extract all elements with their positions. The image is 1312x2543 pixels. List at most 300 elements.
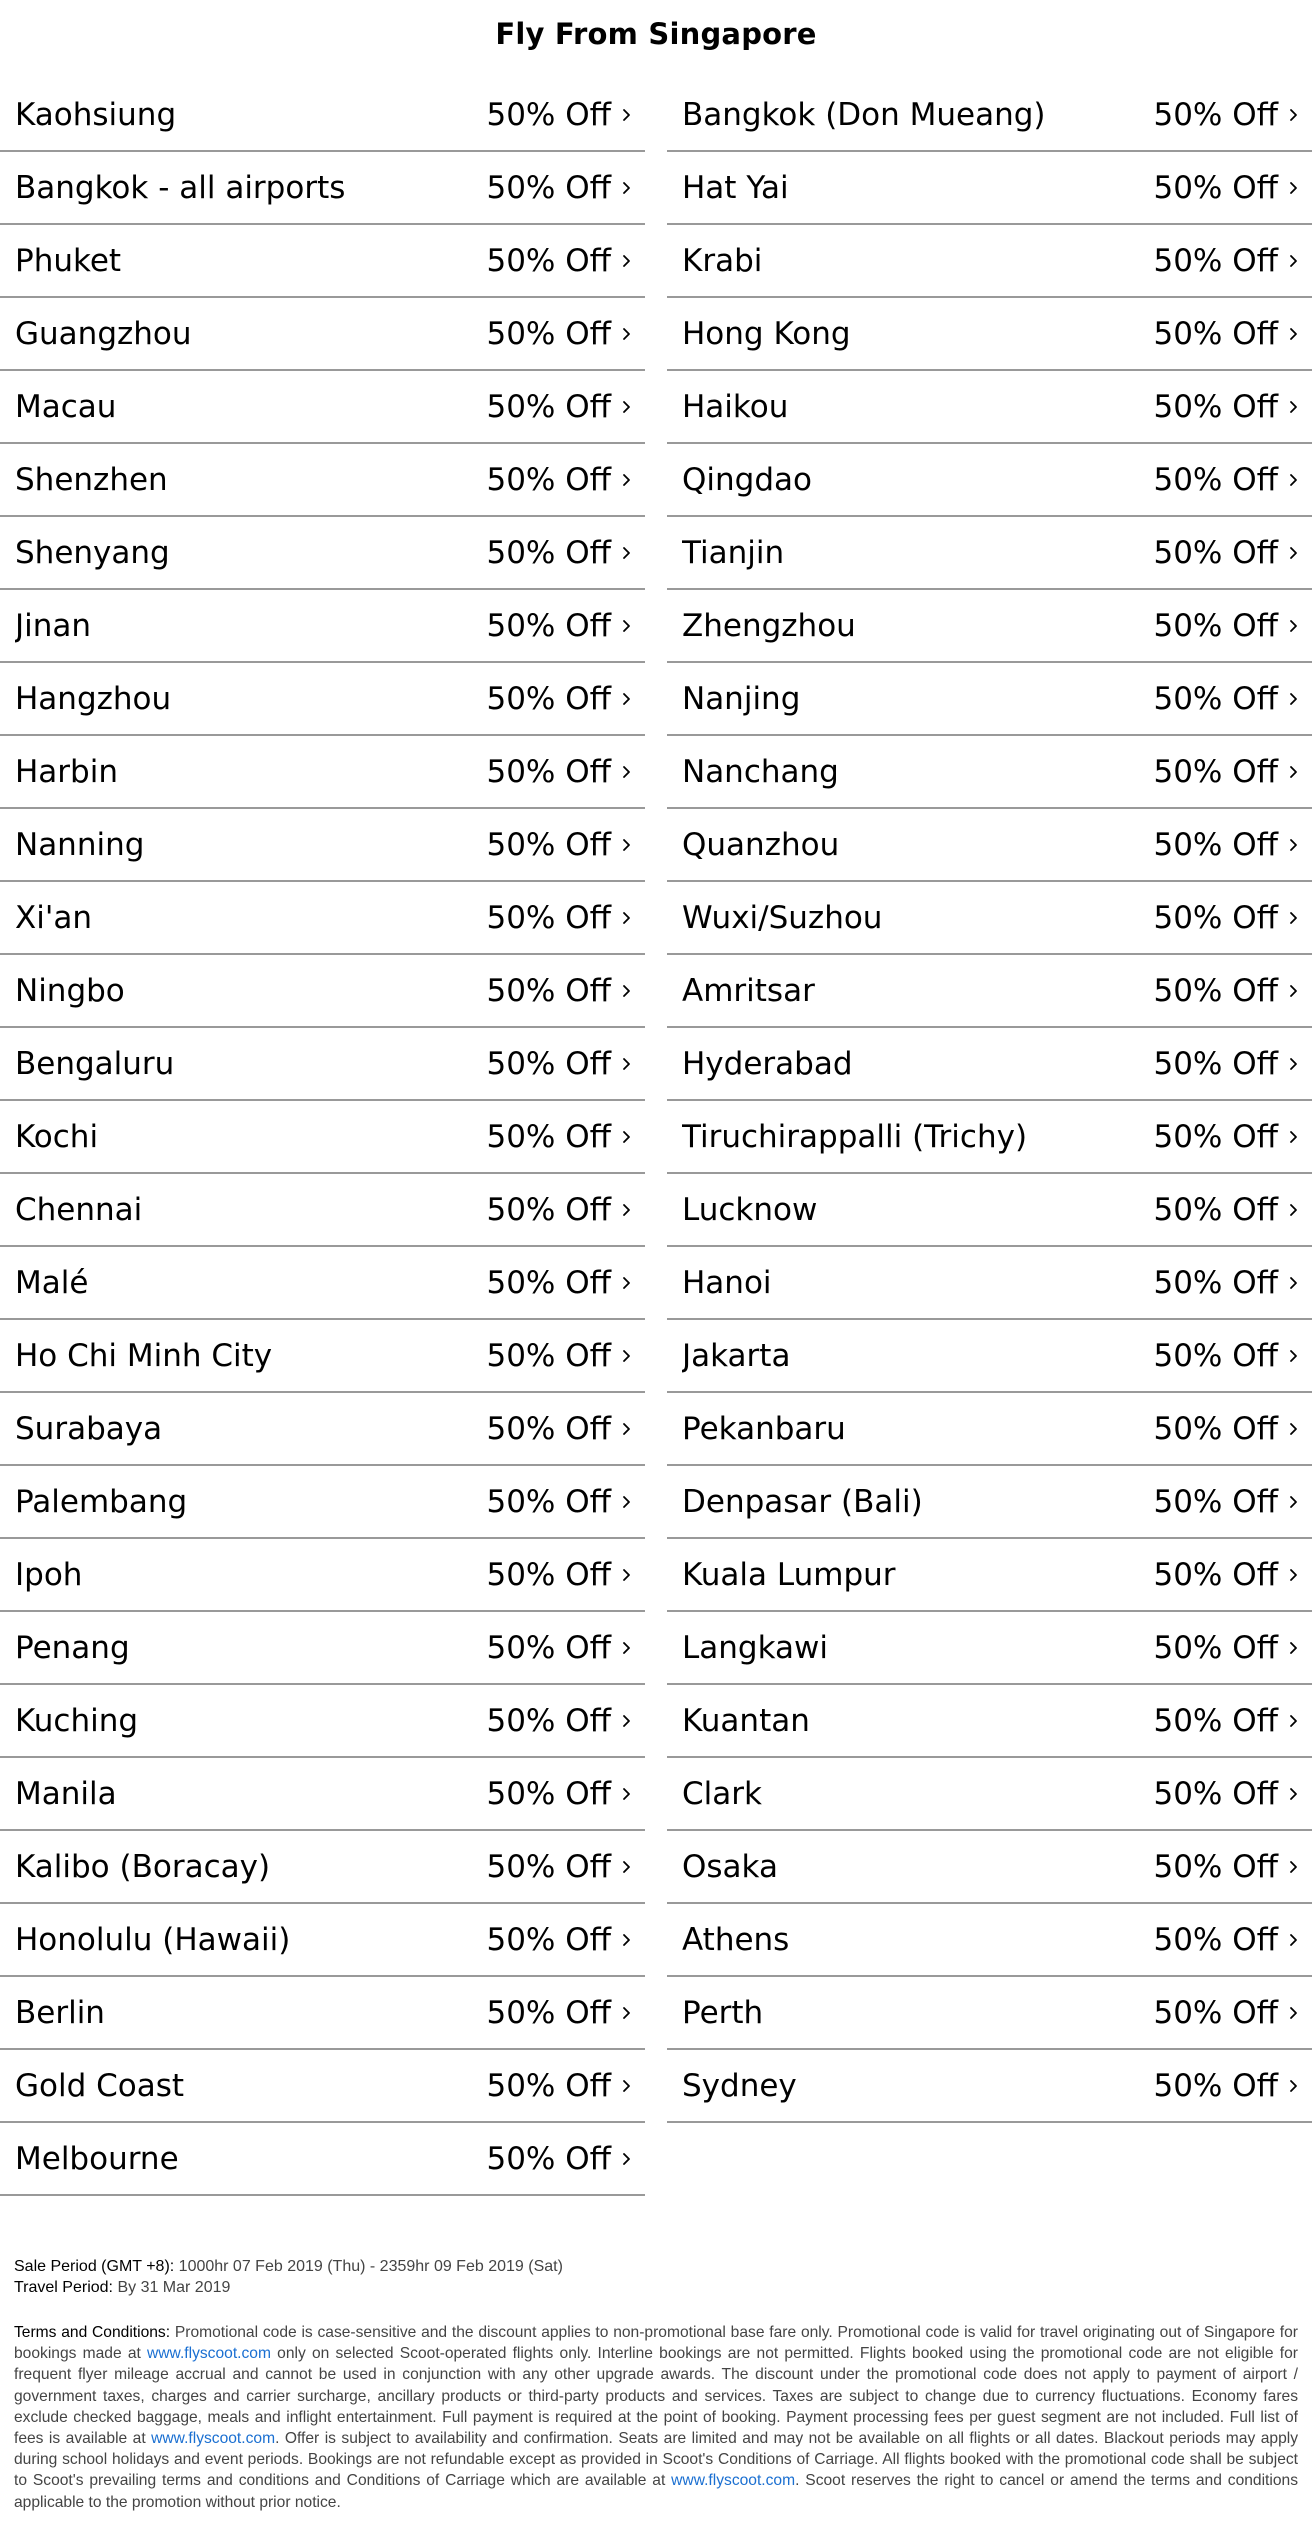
- route-city: Zhengzhou: [682, 607, 856, 644]
- route-row[interactable]: [667, 1466, 1312, 1539]
- chevron-right-icon: [1286, 1490, 1302, 1514]
- route-city: Malé: [15, 1264, 89, 1301]
- route-city: Hanoi: [682, 1264, 772, 1301]
- route-offer: [1153, 971, 1302, 1011]
- chevron-right-icon: [619, 1490, 635, 1514]
- route-offer: [1153, 1044, 1302, 1084]
- route-discount: 50% Off: [1153, 1045, 1278, 1082]
- route-city: Shenyang: [15, 534, 170, 571]
- chevron-right-icon: [1286, 468, 1302, 492]
- route-row[interactable]: [0, 517, 645, 590]
- route-city: Nanchang: [682, 753, 839, 790]
- route-offer: [1153, 533, 1302, 573]
- chevron-right-icon: [1286, 1125, 1302, 1149]
- page-title: Fly From Singapore: [495, 17, 817, 51]
- sale-period: [14, 2256, 1298, 2277]
- route-city: Jinan: [15, 607, 92, 644]
- route-city: Haikou: [682, 388, 789, 425]
- route-row[interactable]: [667, 663, 1312, 736]
- route-discount: 50% Off: [486, 826, 611, 863]
- route-discount: 50% Off: [486, 1702, 611, 1739]
- route-offer: [1153, 95, 1302, 135]
- route-row[interactable]: [667, 152, 1312, 225]
- route-city: Macau: [15, 388, 117, 425]
- route-discount: 50% Off: [486, 1556, 611, 1593]
- route-discount: 50% Off: [486, 899, 611, 936]
- route-offer: [486, 752, 635, 792]
- route-city: Chennai: [15, 1191, 143, 1228]
- route-offer: [1153, 1555, 1302, 1595]
- chevron-right-icon: [619, 833, 635, 857]
- route-discount: 50% Off: [1153, 2067, 1278, 2104]
- route-city: Hyderabad: [682, 1045, 853, 1082]
- route-offer: [486, 2066, 635, 2106]
- route-offer: [1153, 679, 1302, 719]
- route-city: Ho Chi Minh City: [15, 1337, 273, 1374]
- route-discount: 50% Off: [486, 169, 611, 206]
- chevron-right-icon: [1286, 1344, 1302, 1368]
- route-discount: 50% Off: [1153, 1337, 1278, 1374]
- route-offer: [1153, 825, 1302, 865]
- chevron-right-icon: [1286, 1417, 1302, 1441]
- route-row[interactable]: [0, 955, 645, 1028]
- chevron-right-icon: [619, 1125, 635, 1149]
- route-row[interactable]: [0, 736, 645, 809]
- chevron-right-icon: [1286, 1052, 1302, 1076]
- route-discount: 50% Off: [1153, 1775, 1278, 1812]
- chevron-right-icon: [619, 468, 635, 492]
- route-city: Palembang: [15, 1483, 188, 1520]
- route-discount: 50% Off: [1153, 1118, 1278, 1155]
- route-row[interactable]: [0, 1028, 645, 1101]
- route-row[interactable]: [0, 663, 645, 736]
- route-offer: [1153, 1628, 1302, 1668]
- route-city: Jakarta: [682, 1337, 791, 1374]
- chevron-right-icon: [1286, 1563, 1302, 1587]
- chevron-right-icon: [619, 2147, 635, 2171]
- route-offer: [1153, 1920, 1302, 1960]
- route-row[interactable]: [0, 1539, 645, 1612]
- route-row[interactable]: [667, 1612, 1312, 1685]
- flyscoot-link-2[interactable]: www.flyscoot.com: [151, 2430, 276, 2448]
- route-city: Bangkok (Don Mueang): [682, 96, 1046, 133]
- route-row[interactable]: [0, 152, 645, 225]
- route-row[interactable]: [667, 79, 1312, 152]
- chevron-right-icon: [619, 1782, 635, 1806]
- flyscoot-link-3[interactable]: www.flyscoot.com: [671, 2472, 796, 2490]
- route-offer: [486, 1117, 635, 1157]
- travel-period: [14, 2277, 1298, 2298]
- route-city: Athens: [682, 1921, 790, 1958]
- route-offer: [1153, 1409, 1302, 1449]
- route-discount: 50% Off: [1153, 899, 1278, 936]
- route-row[interactable]: [667, 2050, 1312, 2123]
- route-row[interactable]: [0, 1320, 645, 1393]
- route-discount: 50% Off: [486, 1994, 611, 2031]
- route-city: Shenzhen: [15, 461, 168, 498]
- route-offer: [1153, 460, 1302, 500]
- route-offer: [486, 971, 635, 1011]
- route-row[interactable]: [0, 1101, 645, 1174]
- travel-period-value: By 31 Mar 2019: [113, 2279, 231, 2296]
- chevron-right-icon: [619, 1417, 635, 1441]
- route-offer: [486, 606, 635, 646]
- chevron-right-icon: [1286, 687, 1302, 711]
- chevron-right-icon: [619, 1636, 635, 1660]
- travel-period-label: Travel Period:: [14, 2279, 113, 2296]
- route-city: Osaka: [682, 1848, 778, 1885]
- route-city: Gold Coast: [15, 2067, 185, 2104]
- route-discount: 50% Off: [1153, 1921, 1278, 1958]
- route-discount: 50% Off: [1153, 242, 1278, 279]
- chevron-right-icon: [1286, 541, 1302, 565]
- chevron-right-icon: [619, 2074, 635, 2098]
- route-city: Nanning: [15, 826, 145, 863]
- route-offer: [486, 679, 635, 719]
- route-row[interactable]: [0, 371, 645, 444]
- footer: [14, 2256, 1298, 2513]
- route-offer: [1153, 1117, 1302, 1157]
- route-discount: 50% Off: [486, 1410, 611, 1447]
- route-offer: [1153, 1190, 1302, 1230]
- route-city: Kuching: [15, 1702, 139, 1739]
- route-city: Hong Kong: [682, 315, 851, 352]
- route-discount: 50% Off: [1153, 388, 1278, 425]
- chevron-right-icon: [619, 176, 635, 200]
- route-offer: [486, 1993, 635, 2033]
- chevron-right-icon: [619, 906, 635, 930]
- route-row[interactable]: [667, 1904, 1312, 1977]
- route-discount: 50% Off: [486, 242, 611, 279]
- route-city: Langkawi: [682, 1629, 828, 1666]
- route-discount: 50% Off: [486, 1921, 611, 1958]
- route-row[interactable]: [667, 736, 1312, 809]
- route-city: Hangzhou: [15, 680, 172, 717]
- route-row[interactable]: [667, 1393, 1312, 1466]
- route-offer: [486, 533, 635, 573]
- route-offer: [486, 460, 635, 500]
- terms-label: Terms and Conditions:: [14, 2324, 171, 2341]
- route-row[interactable]: [667, 1320, 1312, 1393]
- route-discount: 50% Off: [486, 96, 611, 133]
- route-discount: 50% Off: [486, 753, 611, 790]
- chevron-right-icon: [1286, 103, 1302, 127]
- chevron-right-icon: [1286, 906, 1302, 930]
- route-discount: 50% Off: [486, 1264, 611, 1301]
- route-discount: 50% Off: [486, 1483, 611, 1520]
- chevron-right-icon: [619, 1198, 635, 1222]
- route-offer: [1153, 168, 1302, 208]
- sale-period-label: Sale Period (GMT +8):: [14, 2258, 175, 2275]
- route-discount: 50% Off: [486, 1045, 611, 1082]
- route-row[interactable]: [0, 590, 645, 663]
- route-city: Qingdao: [682, 461, 812, 498]
- route-row[interactable]: [0, 1977, 645, 2050]
- chevron-right-icon: [619, 249, 635, 273]
- route-city: Hat Yai: [682, 169, 789, 206]
- route-offer: [486, 2139, 635, 2179]
- chevron-right-icon: [1286, 2074, 1302, 2098]
- route-row[interactable]: [0, 1685, 645, 1758]
- route-discount: 50% Off: [1153, 315, 1278, 352]
- route-row[interactable]: [667, 298, 1312, 371]
- route-offer: [486, 1336, 635, 1376]
- route-row[interactable]: [0, 79, 645, 152]
- route-offer: [1153, 241, 1302, 281]
- route-city: Xi'an: [15, 899, 93, 936]
- terms-text-1: Promotional code is case-sensitive and the discount applies to non-promotional base fare only. Promotional code is valid for travel originating out of Singapore for bookings made at: [14, 2324, 1298, 2363]
- route-city: Kuala Lumpur: [682, 1556, 896, 1593]
- route-city: Bengaluru: [15, 1045, 175, 1082]
- route-offer: [1153, 606, 1302, 646]
- route-city: Wuxi/Suzhou: [682, 899, 883, 936]
- route-row[interactable]: [0, 1247, 645, 1320]
- terms-text-3: . Offer is subject to availability and confirmation. Seats are limited and may not be available on all flights or all dates. Blackout periods may apply during school holidays and event periods. Bookings are not refundable except as provided in Scoot's Conditions of Carriage. All flights booked with the promotional code shall be subject to Scoot's prevailing terms and conditions and Conditions of Carriage which are available at: [14, 2430, 1299, 2490]
- route-discount: 50% Off: [1153, 461, 1278, 498]
- route-offer: [1153, 2066, 1302, 2106]
- route-offer: [1153, 1482, 1302, 1522]
- route-offer: [1153, 314, 1302, 354]
- terms-text-4: . Scoot reserves the right to cancel or amend the terms and conditions applicable to the promotion without prior notice.: [14, 2472, 1298, 2511]
- route-row[interactable]: [0, 1612, 645, 1685]
- chevron-right-icon: [619, 979, 635, 1003]
- chevron-right-icon: [1286, 322, 1302, 346]
- route-row[interactable]: [0, 809, 645, 882]
- route-city: Phuket: [15, 242, 122, 279]
- route-city: Lucknow: [682, 1191, 818, 1228]
- route-row[interactable]: [0, 2050, 645, 2123]
- chevron-right-icon: [1286, 395, 1302, 419]
- route-offer: [486, 1263, 635, 1303]
- route-row[interactable]: [667, 955, 1312, 1028]
- route-row[interactable]: [667, 809, 1312, 882]
- chevron-right-icon: [619, 1563, 635, 1587]
- route-row[interactable]: [667, 590, 1312, 663]
- route-offer: [1153, 1993, 1302, 2033]
- route-discount: 50% Off: [486, 2140, 611, 2177]
- chevron-right-icon: [619, 614, 635, 638]
- chevron-right-icon: [619, 760, 635, 784]
- chevron-right-icon: [619, 2001, 635, 2025]
- chevron-right-icon: [1286, 1636, 1302, 1660]
- chevron-right-icon: [619, 1344, 635, 1368]
- chevron-right-icon: [619, 1709, 635, 1733]
- route-offer: [486, 95, 635, 135]
- chevron-right-icon: [1286, 1271, 1302, 1295]
- route-discount: 50% Off: [486, 534, 611, 571]
- chevron-right-icon: [1286, 1709, 1302, 1733]
- route-row[interactable]: [0, 2123, 645, 2196]
- route-row[interactable]: [0, 1758, 645, 1831]
- route-row[interactable]: [667, 1174, 1312, 1247]
- route-discount: 50% Off: [1153, 1848, 1278, 1885]
- route-row[interactable]: [0, 1174, 645, 1247]
- route-discount: 50% Off: [1153, 1483, 1278, 1520]
- route-offer: [1153, 1774, 1302, 1814]
- route-row[interactable]: [667, 1685, 1312, 1758]
- route-discount: 50% Off: [1153, 972, 1278, 1009]
- route-offer: [1153, 1263, 1302, 1303]
- route-offer: [486, 1409, 635, 1449]
- route-discount: 50% Off: [1153, 1629, 1278, 1666]
- flyscoot-link-1[interactable]: www.flyscoot.com: [147, 2345, 271, 2363]
- route-offer: [1153, 1336, 1302, 1376]
- route-city: Melbourne: [15, 2140, 179, 2177]
- route-row[interactable]: [0, 1393, 645, 1466]
- route-discount: 50% Off: [486, 388, 611, 425]
- route-row[interactable]: [667, 225, 1312, 298]
- chevron-right-icon: [1286, 249, 1302, 273]
- sale-period-value: 1000hr 07 Feb 2019 (Thu) - 2359hr 09 Feb 2019 (Sat): [174, 2258, 563, 2275]
- chevron-right-icon: [619, 1855, 635, 1879]
- route-city: Clark: [682, 1775, 762, 1812]
- route-discount: 50% Off: [486, 2067, 611, 2104]
- route-row[interactable]: [667, 444, 1312, 517]
- route-city: Amritsar: [682, 972, 815, 1009]
- route-offer: [1153, 387, 1302, 427]
- chevron-right-icon: [1286, 614, 1302, 638]
- route-city: Bangkok - all airports: [15, 169, 346, 206]
- route-offer: [486, 241, 635, 281]
- chevron-right-icon: [1286, 760, 1302, 784]
- route-offer: [486, 1701, 635, 1741]
- route-row[interactable]: [667, 1758, 1312, 1831]
- chevron-right-icon: [619, 103, 635, 127]
- route-offer: [486, 387, 635, 427]
- route-offer: [486, 1190, 635, 1230]
- route-offer: [486, 1044, 635, 1084]
- chevron-right-icon: [619, 541, 635, 565]
- route-city: Manila: [15, 1775, 117, 1812]
- route-city: Berlin: [15, 1994, 105, 2031]
- route-city: Perth: [682, 1994, 764, 2031]
- route-offer: [486, 1482, 635, 1522]
- route-discount: 50% Off: [1153, 680, 1278, 717]
- route-row[interactable]: [667, 1977, 1312, 2050]
- chevron-right-icon: [1286, 1855, 1302, 1879]
- route-offer: [486, 1774, 635, 1814]
- route-discount: 50% Off: [1153, 1410, 1278, 1447]
- chevron-right-icon: [1286, 1198, 1302, 1222]
- route-offer: [486, 1847, 635, 1887]
- route-city: Kuantan: [682, 1702, 810, 1739]
- route-offer: [486, 314, 635, 354]
- route-city: Nanjing: [682, 680, 801, 717]
- route-discount: 50% Off: [1153, 1191, 1278, 1228]
- route-row[interactable]: [667, 1028, 1312, 1101]
- route-discount: 50% Off: [486, 1775, 611, 1812]
- route-city: Honolulu (Hawaii): [15, 1921, 291, 1958]
- chevron-right-icon: [619, 1928, 635, 1952]
- route-offer: [1153, 1701, 1302, 1741]
- route-discount: 50% Off: [1153, 96, 1278, 133]
- route-row[interactable]: [0, 882, 645, 955]
- chevron-right-icon: [1286, 2001, 1302, 2025]
- chevron-right-icon: [619, 322, 635, 346]
- route-city: Penang: [15, 1629, 130, 1666]
- route-discount: 50% Off: [1153, 1264, 1278, 1301]
- route-offer: [486, 825, 635, 865]
- route-city: Kalibo (Boracay): [15, 1848, 271, 1885]
- route-city: Guangzhou: [15, 315, 192, 352]
- route-discount: 50% Off: [486, 315, 611, 352]
- route-city: Krabi: [682, 242, 763, 279]
- route-row[interactable]: [667, 882, 1312, 955]
- route-city: Kochi: [15, 1118, 99, 1155]
- terms-text-2: only on selected Scoot-operated flights only. Interline bookings are not permitted. Flights booked using the promotional code are not eligible for frequent flyer mileage accrual and cannot be used in conjunction with any other upgrade awards. The discount under the promotional code does not apply to payment of airport / government taxes, charges and carrier surcharge, ancillary products or third-party products and services. Taxes are subject to change due to currency fluctuations. Economy fares exclude checked baggage, meals and inflight entertainment. Full payment is required at the point of booking. Payment processing fees per guest segment are not included. Full list of fees is available at: [14, 2345, 1298, 2448]
- route-row[interactable]: [0, 1904, 645, 1977]
- route-city: Sydney: [682, 2067, 797, 2104]
- route-row[interactable]: [667, 517, 1312, 590]
- route-offer: [486, 1920, 635, 1960]
- route-offer: [486, 898, 635, 938]
- route-discount: 50% Off: [1153, 753, 1278, 790]
- route-row[interactable]: [667, 1247, 1312, 1320]
- route-discount: 50% Off: [486, 1629, 611, 1666]
- route-city: Pekanbaru: [682, 1410, 846, 1447]
- chevron-right-icon: [619, 687, 635, 711]
- route-discount: 50% Off: [486, 1118, 611, 1155]
- route-row[interactable]: [0, 1466, 645, 1539]
- route-discount: 50% Off: [486, 461, 611, 498]
- route-discount: 50% Off: [486, 1337, 611, 1374]
- route-discount: 50% Off: [1153, 1556, 1278, 1593]
- route-row[interactable]: [667, 1831, 1312, 1904]
- route-discount: 50% Off: [486, 607, 611, 644]
- route-city: Quanzhou: [682, 826, 840, 863]
- route-row[interactable]: [0, 444, 645, 517]
- route-discount: 50% Off: [1153, 826, 1278, 863]
- route-row[interactable]: [0, 225, 645, 298]
- route-row[interactable]: [667, 371, 1312, 444]
- route-discount: 50% Off: [1153, 607, 1278, 644]
- route-offer: [486, 1628, 635, 1668]
- chevron-right-icon: [1286, 176, 1302, 200]
- route-city: Harbin: [15, 753, 118, 790]
- route-row[interactable]: [0, 1831, 645, 1904]
- chevron-right-icon: [619, 1271, 635, 1295]
- chevron-right-icon: [1286, 1928, 1302, 1952]
- route-city: Tiruchirappalli (Trichy): [682, 1118, 1028, 1155]
- route-offer: [486, 1555, 635, 1595]
- route-list: [0, 79, 1312, 2196]
- route-city: Ipoh: [15, 1556, 83, 1593]
- route-discount: 50% Off: [486, 972, 611, 1009]
- route-city: Denpasar (Bali): [682, 1483, 923, 1520]
- route-city: Kaohsiung: [15, 96, 177, 133]
- chevron-right-icon: [1286, 979, 1302, 1003]
- route-discount: 50% Off: [1153, 1702, 1278, 1739]
- chevron-right-icon: [619, 395, 635, 419]
- route-row[interactable]: [667, 1539, 1312, 1612]
- route-discount: 50% Off: [1153, 1994, 1278, 2031]
- route-city: Ningbo: [15, 972, 125, 1009]
- route-discount: 50% Off: [486, 1191, 611, 1228]
- route-discount: 50% Off: [486, 1848, 611, 1885]
- route-discount: 50% Off: [1153, 169, 1278, 206]
- route-offer: [486, 168, 635, 208]
- route-offer: [1153, 752, 1302, 792]
- chevron-right-icon: [1286, 833, 1302, 857]
- route-discount: 50% Off: [486, 680, 611, 717]
- route-offer: [1153, 1847, 1302, 1887]
- route-row[interactable]: [0, 298, 645, 371]
- terms-and-conditions: [14, 2322, 1298, 2513]
- route-city: Tianjin: [682, 534, 785, 571]
- chevron-right-icon: [619, 1052, 635, 1076]
- route-offer: [1153, 898, 1302, 938]
- route-row[interactable]: [667, 1101, 1312, 1174]
